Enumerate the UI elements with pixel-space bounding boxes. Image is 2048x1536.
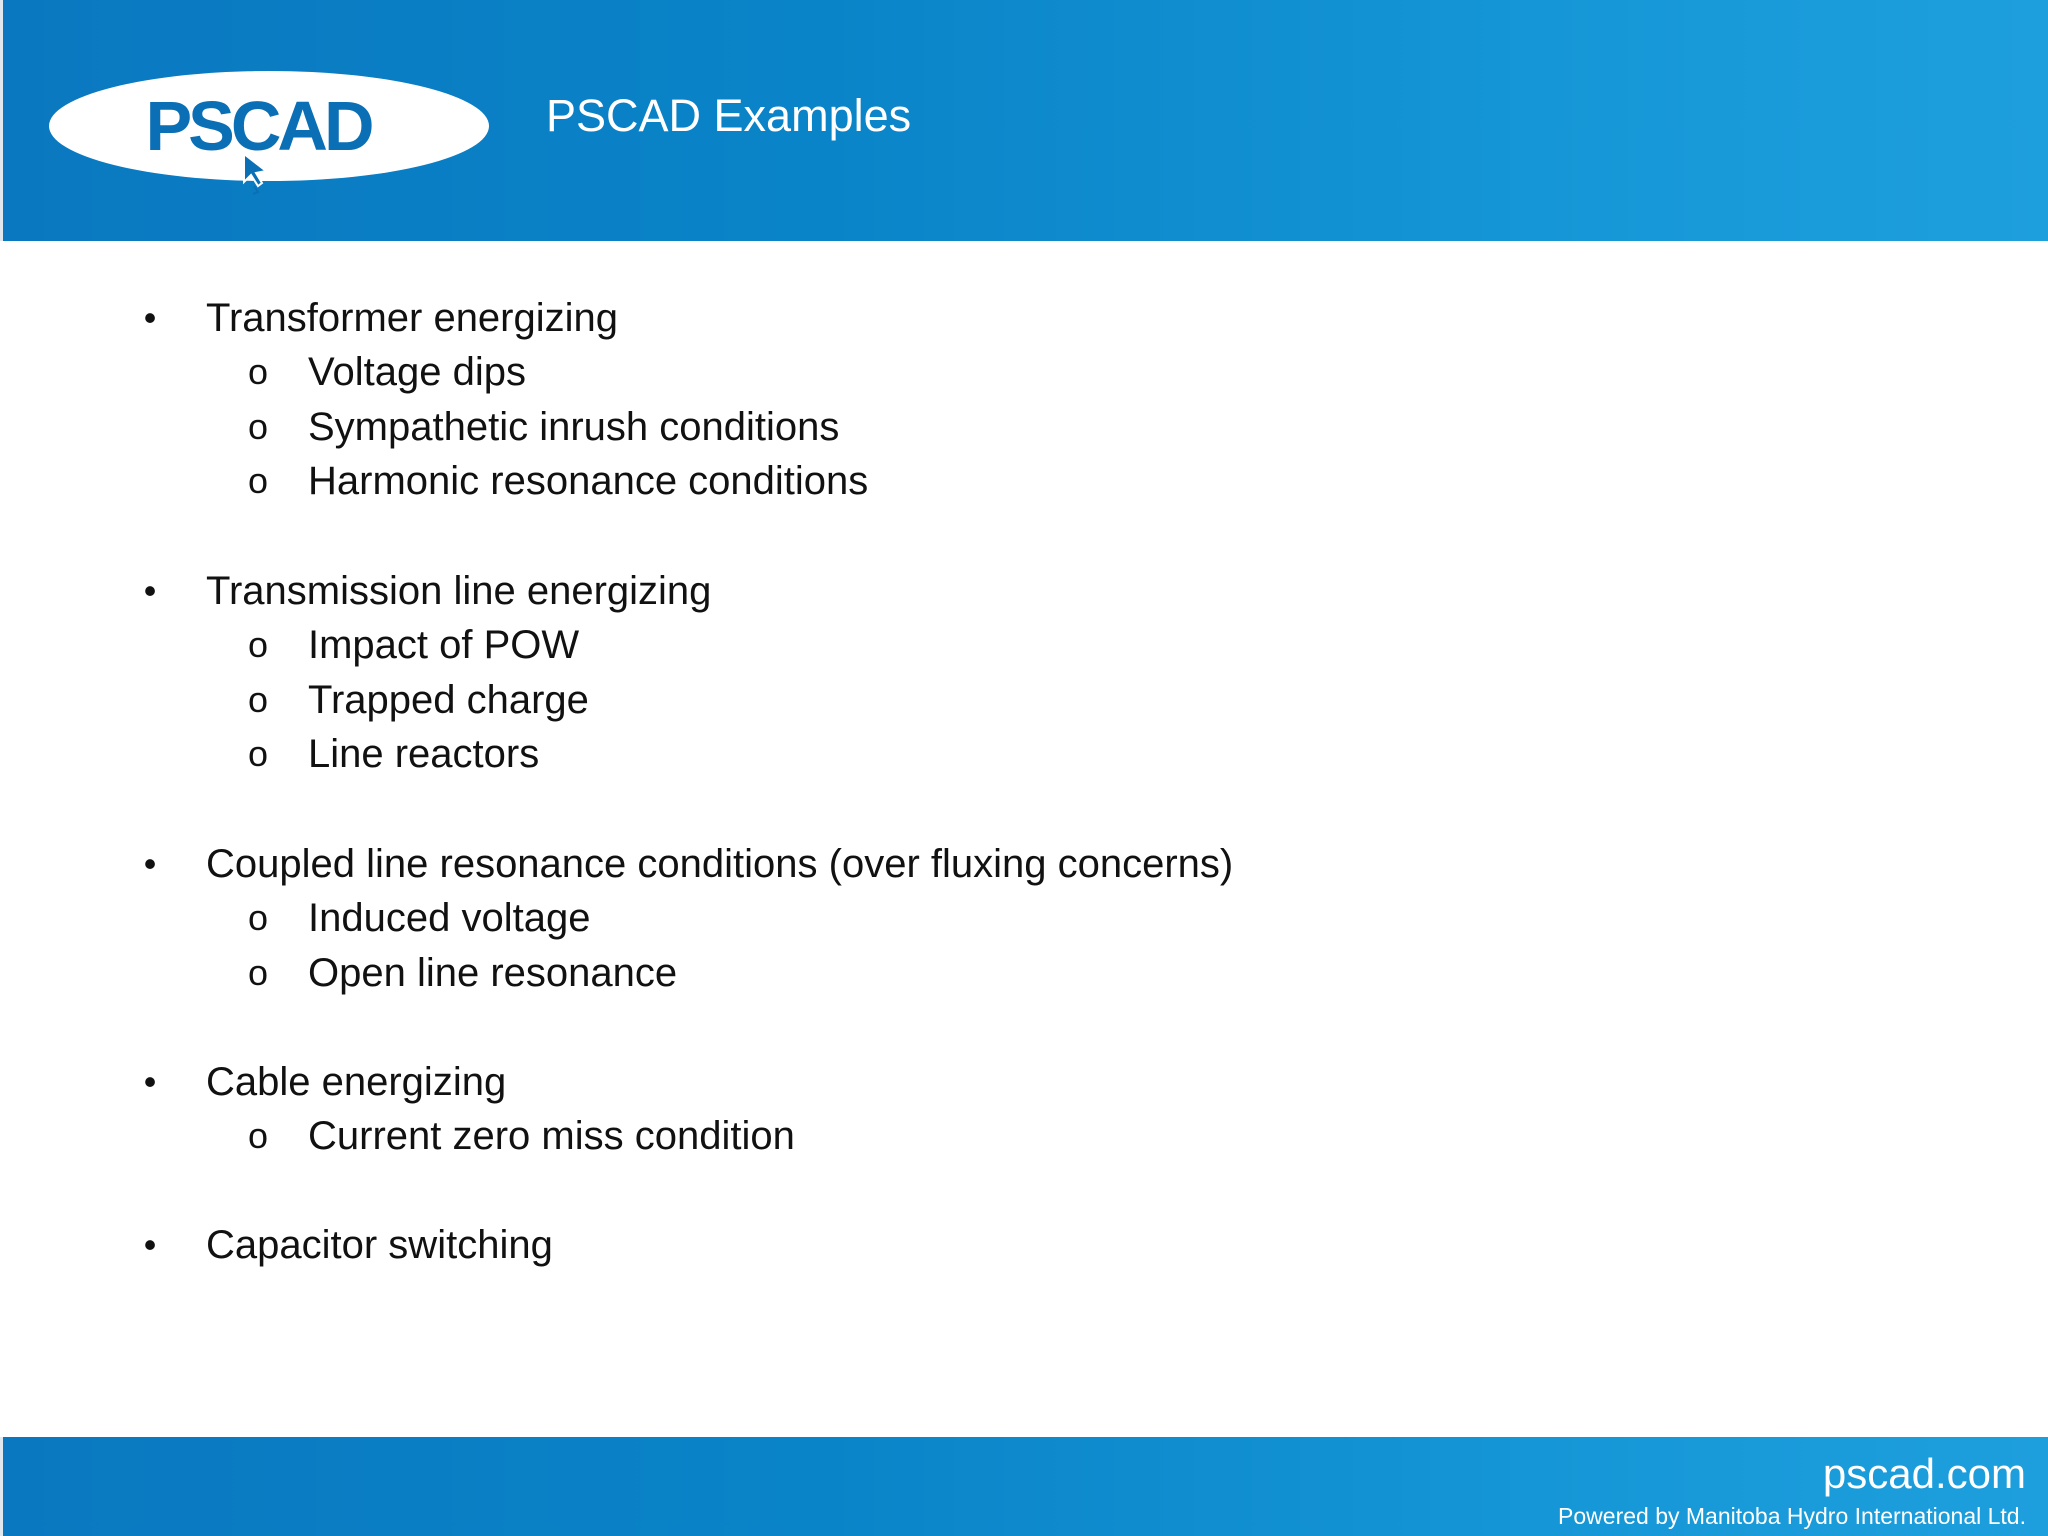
list-bullet: o <box>247 1115 269 1156</box>
list-bullet: o <box>247 679 269 720</box>
list-bullet: o <box>247 351 269 392</box>
list-bullet: o <box>247 897 269 938</box>
list-bullet: o <box>247 406 269 447</box>
list-item-text: Line reactors <box>308 732 540 776</box>
list-bullet: • <box>143 1061 157 1102</box>
footer-bar <box>0 1437 2048 1536</box>
list-item-text: Capacitor switching <box>206 1223 553 1267</box>
list-item-text: Impact of POW <box>308 623 580 667</box>
list-bullet: o <box>247 952 269 993</box>
list-item-text: Trapped charge <box>308 678 589 722</box>
header-edge <box>0 0 3 241</box>
list-item-text: Sympathetic inrush conditions <box>308 405 840 449</box>
list-item-text: Transformer energizing <box>206 296 619 340</box>
list-bullet: o <box>247 624 269 665</box>
pscad-logo <box>48 70 490 200</box>
list-item-text: Harmonic resonance conditions <box>308 459 869 503</box>
list-item-text: Transmission line energizing <box>206 569 712 613</box>
list-item-text: Open line resonance <box>308 951 678 995</box>
list-item-text: Current zero miss condition <box>308 1114 795 1158</box>
footer-edge <box>0 1437 3 1536</box>
footer-site-link[interactable]: pscad.com <box>1822 1450 2026 1497</box>
list-bullet: • <box>143 843 157 884</box>
footer-powered-by: Powered by Manitoba Hydro International Ltd. <box>1558 1503 2026 1529</box>
list-bullet: • <box>143 570 157 611</box>
list-item-text: Voltage dips <box>308 350 526 394</box>
list-bullet: o <box>247 460 269 501</box>
list-item-text: Cable energizing <box>206 1060 507 1104</box>
list-item-text: Induced voltage <box>308 896 591 940</box>
logo-text: PSCAD <box>145 87 371 165</box>
list-item-text: Coupled line resonance conditions (over fluxing concerns) <box>206 842 1234 886</box>
page-title: PSCAD Examples <box>546 90 912 141</box>
header-bar <box>0 0 2048 241</box>
list-bullet: o <box>247 733 269 774</box>
list-bullet: • <box>143 1224 157 1265</box>
list-bullet: • <box>143 297 157 338</box>
